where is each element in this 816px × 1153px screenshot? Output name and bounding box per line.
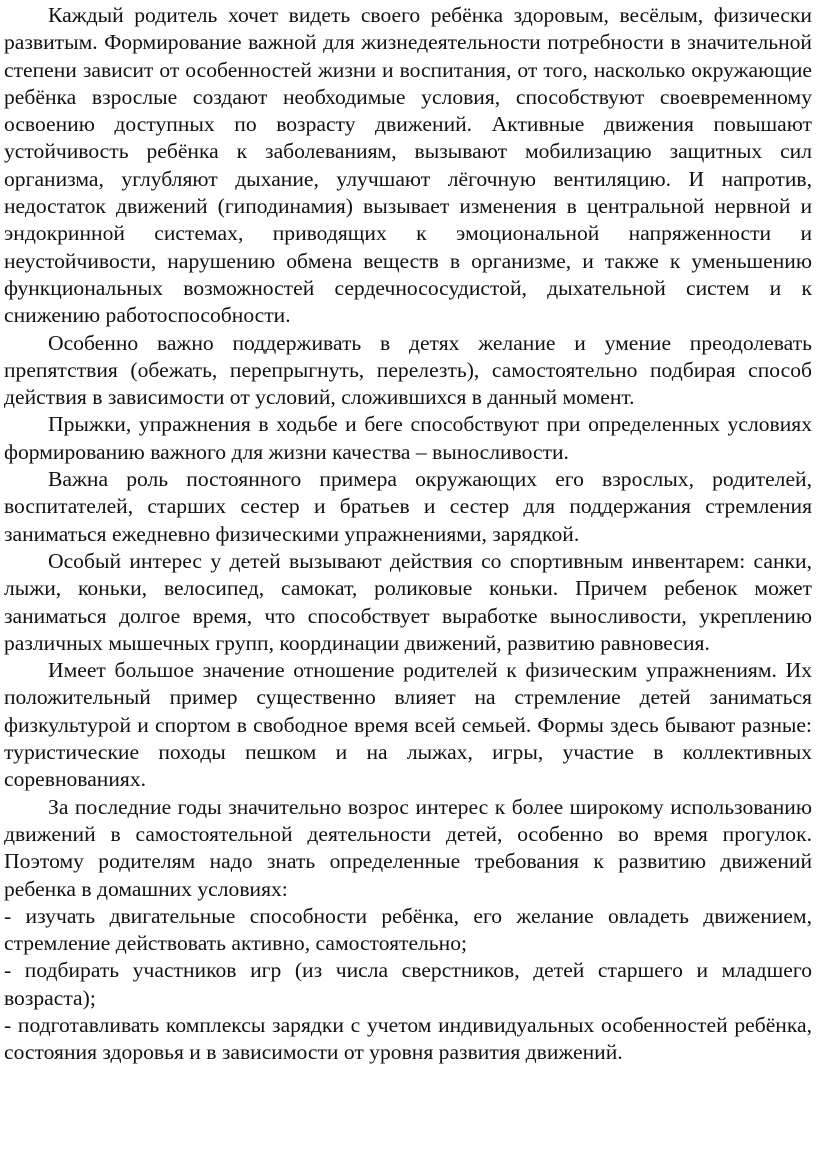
list-item-3: - подготавливать комплексы зарядки с учетом индивидуальных особенностей ребёнка, состояния здоровья и в зависимости от уровня развития движений. (4, 1012, 812, 1065)
paragraph-7: За последние годы значительно возрос интерес к более широкому использованию движений в самостоятельной деятельности детей, особенно во время прогулок. Поэтому родителям надо знать определенные требования к развитию движений ребенка в домашних условиях: (4, 794, 812, 901)
list-item-2: - подбирать участников игр (из числа сверстников, детей старшего и младшего возраста); (4, 958, 812, 1010)
paragraph-4: Важна роль постоянного примера окружающих его взрослых, родителей, воспитателей, старших сестер и братьев и сестер для поддержания стремления заниматься ежедневно физическими упражнениями, зарядкой. (4, 467, 812, 546)
list-item-1: - изучать двигательные способности ребёнка, его желание овладеть движением, стремление действовать активно, самостоятельно; (4, 903, 812, 956)
paragraph-5: Особый интерес у детей вызывают действия со спортивным инвентарем: санки, лыжи, коньки, велосипед, самокат, роликовые коньки. Причем ребенок может заниматься долгое время, что способствует выработке выносливости, укреплению различных мышечных групп, координации движений, развитию равновесия. (4, 548, 812, 655)
paragraph-2: Особенно важно поддерживать в детях желание и умение преодолевать препятствия (обежать, перепрыгнуть, перелезть), самостоятельно подбирая способ действия в зависимости от условий, сложившихся в данный момент. (4, 330, 812, 410)
paragraph-6: Имеет большое значение отношение родителей к физическим упражнениям. Их положительный пример существенно влияет на стремление детей заниматься физкультурой и спортом в свободное время всей семьей. Формы здесь бывают разные: туристические походы пешком и на лыжах, игры, участие в коллективных соревнованиях. (4, 658, 812, 792)
paragraph-3: Прыжки, упражнения в ходьбе и беге способствуют при определенных условиях формированию важного для жизни качества – выносливости. (4, 412, 812, 464)
paragraph-1: Каждый родитель хочет видеть своего ребёнка здоровым, весёлым, физически развитым. Формирование важной для жизнедеятельности потребности в значительной степени зависит от особенностей жизни и воспитания, от того, насколько окружающие ребёнка взрослые создают необходимые условия, способствуют своевременному освоению доступных по возрасту движений. Активные движения повышают устойчивость ребёнка к заболеваниям, вызывают мобилизацию защитных сил организма, углубляют дыхание, улучшают лёгочную вентиляцию. И напротив, недостаток движений (гиподинамия) вызывает изменения в центральной нервной и эндокринной системах, приводящих к эмоциональной напряженности и неустойчивости, нарушению обмена веществ в организме, и также к уменьшению функциональных возможностей сердечнососудистой, дыхательной систем и к снижению работоспособности. (4, 3, 812, 328)
